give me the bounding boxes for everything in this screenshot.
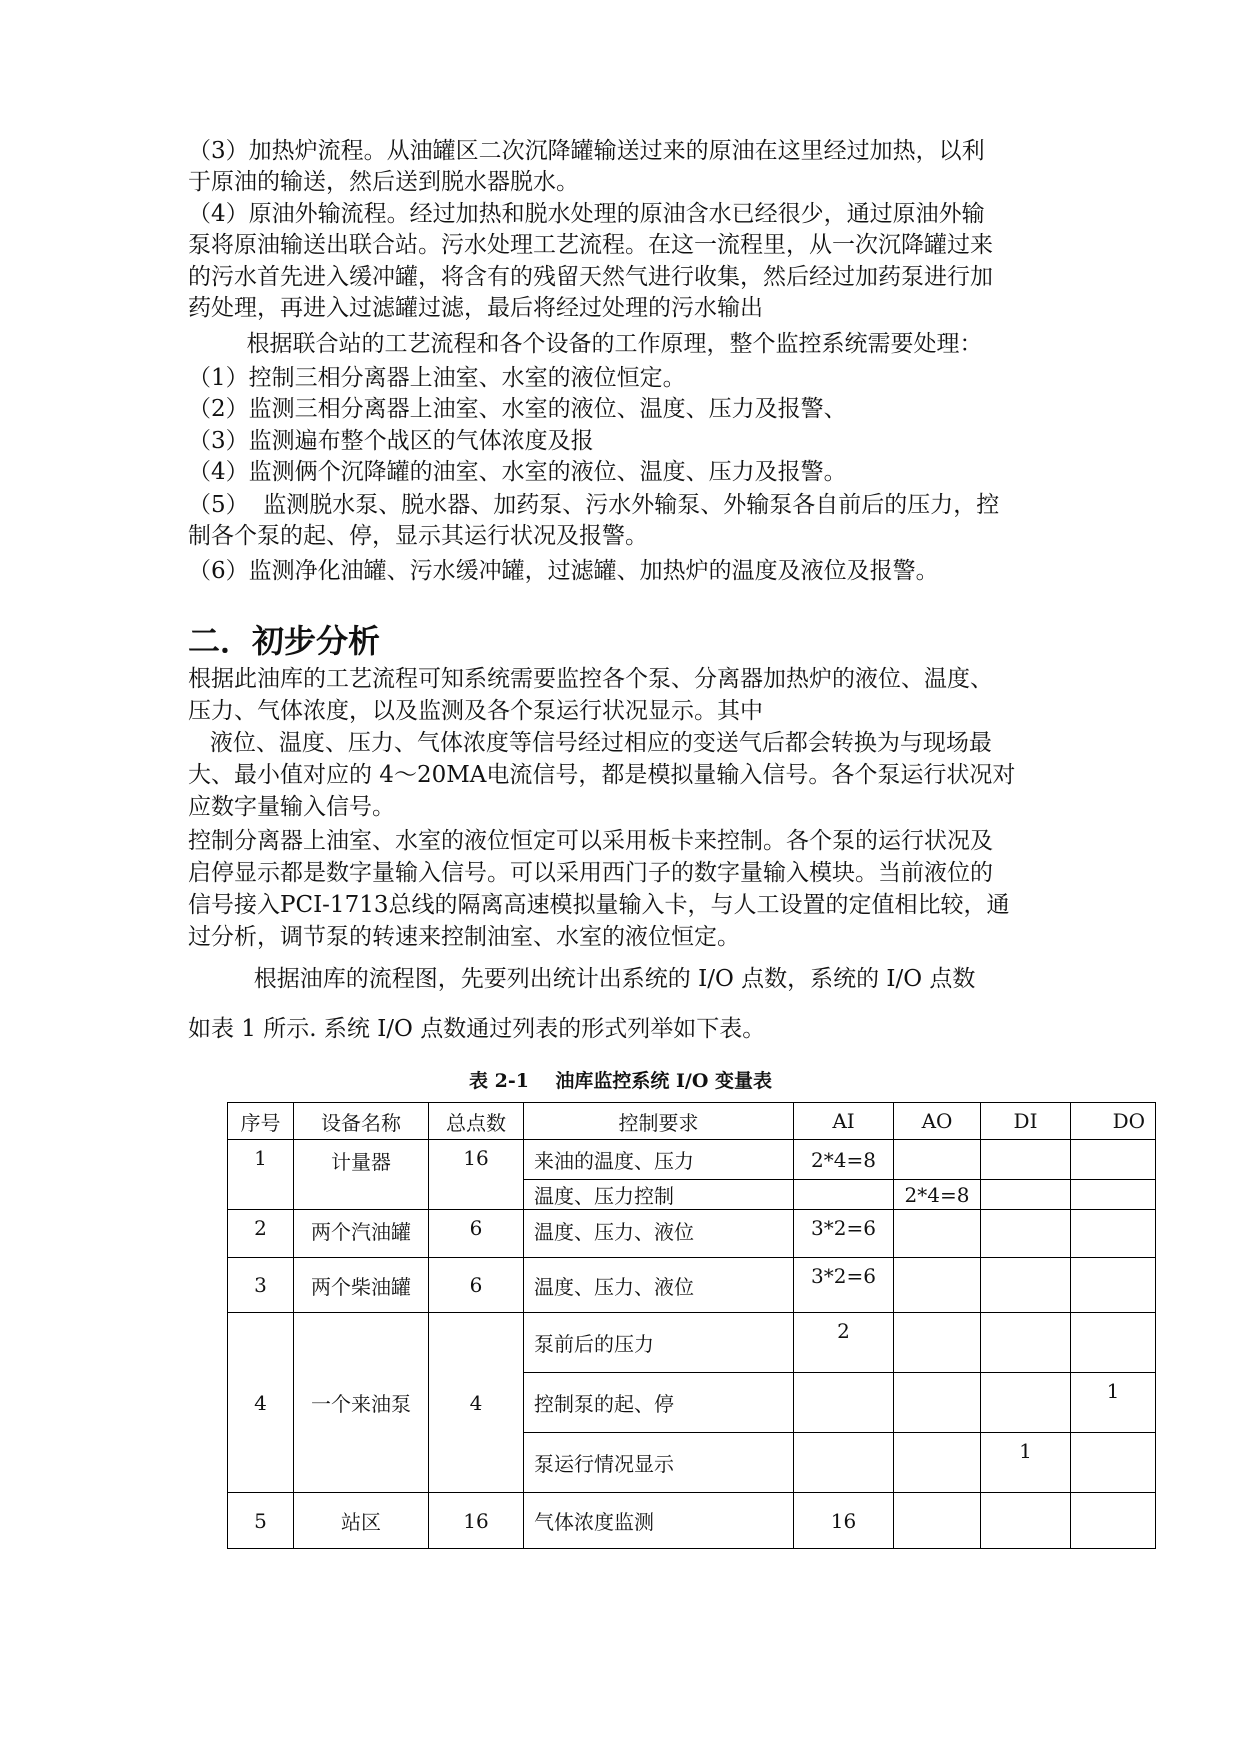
total-points: 16 — [429, 1140, 524, 1210]
table-header-row — [228, 1103, 1156, 1140]
ai-cell — [794, 1433, 894, 1493]
header-cell: DO — [1071, 1103, 1156, 1140]
analysis-line: 控制分离器上油室、水室的液位恒定可以采用板卡来控制。各个泵的运行状况及 — [188, 828, 993, 854]
ao-cell — [894, 1258, 981, 1313]
control-requirement: 温度、压力控制 — [524, 1180, 794, 1210]
row-number: 4 — [228, 1313, 294, 1493]
paragraph-line: （3）加热炉流程。从油罐区二次沉降罐输送过来的原油在这里经过加热，以利 — [188, 138, 985, 164]
di-cell: 1 — [981, 1433, 1071, 1493]
ao-cell — [894, 1313, 981, 1373]
do-cell — [1071, 1258, 1156, 1313]
analysis-line: 启停显示都是数字量输入信号。可以采用西门子的数字量输入模块。当前液位的 — [188, 860, 993, 886]
header-cell: 设备名称 — [294, 1103, 429, 1140]
paragraph-line: 根据联合站的工艺流程和各个设备的工作原理，整个监控系统需要处理： — [188, 331, 983, 357]
control-requirement: 泵运行情况显示 — [524, 1433, 794, 1493]
row-number: 1 — [228, 1140, 294, 1210]
device-name: 站区 — [294, 1493, 429, 1549]
header-cell: 总点数 — [429, 1103, 524, 1140]
do-cell — [1071, 1433, 1156, 1493]
analysis-line: 压力、气体浓度，以及监测及各个泵运行状况显示。其中 — [188, 698, 763, 724]
do-cell — [1071, 1180, 1156, 1210]
control-requirement: 气体浓度监测 — [524, 1493, 794, 1549]
analysis-line: 过分析，调节泵的转速来控制油室、水室的液位恒定。 — [188, 924, 740, 950]
row-number: 2 — [228, 1210, 294, 1258]
total-points: 6 — [429, 1210, 524, 1258]
paragraph-line: 的污水首先进入缓冲罐，将含有的残留天然气进行收集，然后经过加药泵进行加 — [188, 264, 993, 290]
paragraph-line: 制各个泵的起、停，显示其运行状况及报警。 — [188, 523, 648, 549]
ao-cell — [894, 1140, 981, 1180]
ai-cell — [794, 1373, 894, 1433]
do-cell: 1 — [1071, 1373, 1156, 1433]
paragraph-line: （6）监测净化油罐、污水缓冲罐，过滤罐、加热炉的温度及液位及报警。 — [188, 558, 939, 584]
ai-cell: 3*2=6 — [794, 1210, 894, 1258]
do-cell — [1071, 1493, 1156, 1549]
di-cell — [981, 1493, 1071, 1549]
ai-cell — [794, 1180, 894, 1210]
paragraph-line: （2）监测三相分离器上油室、水室的液位、温度、压力及报警、 — [188, 396, 847, 422]
control-requirement: 泵前后的压力 — [524, 1313, 794, 1373]
do-cell — [1071, 1313, 1156, 1373]
paragraph-line: （5） 监测脱水泵、脱水器、加药泵、污水外输泵、外输泵各自前后的压力，控 — [188, 492, 1000, 518]
table-row — [228, 1313, 1156, 1373]
paragraph-line: 泵将原油输送出联合站。污水处理工艺流程。在这一流程里，从一次沉降罐过来 — [188, 232, 993, 258]
di-cell — [981, 1210, 1071, 1258]
control-requirement: 温度、压力、液位 — [524, 1210, 794, 1258]
device-name: 两个柴油罐 — [294, 1258, 429, 1313]
analysis-line: 如表 1 所示. 系统 I/O 点数通过列表的形式列举如下表。 — [188, 1016, 766, 1042]
ai-cell: 3*2=6 — [794, 1258, 894, 1313]
table-row — [228, 1258, 1156, 1313]
do-cell — [1071, 1140, 1156, 1180]
ao-cell — [894, 1433, 981, 1493]
analysis-line: 信号接入PCI-1713总线的隔离高速模拟量输入卡，与人工设置的定值相比较，通 — [188, 892, 1010, 918]
section-heading: 二．初步分析 — [188, 622, 381, 660]
ai-cell: 2 — [794, 1313, 894, 1373]
table-row — [228, 1140, 1156, 1180]
paragraph-line: 于原油的输送，然后送到脱水器脱水。 — [188, 169, 579, 195]
analysis-line: 液位、温度、压力、气体浓度等信号经过相应的变送气后都会转换为与现场最 — [188, 730, 992, 756]
device-name: 一个来油泵 — [294, 1313, 429, 1493]
paragraph-line: （1）控制三相分离器上油室、水室的液位恒定。 — [188, 365, 686, 391]
ao-cell — [894, 1493, 981, 1549]
analysis-line: 根据油库的流程图，先要列出统计出系统的 I/O 点数，系统的 I/O 点数 — [188, 966, 976, 992]
ao-cell: 2*4=8 — [894, 1180, 981, 1210]
control-requirement: 来油的温度、压力 — [524, 1140, 794, 1180]
header-cell: 控制要求 — [524, 1103, 794, 1140]
ai-cell: 16 — [794, 1493, 894, 1549]
device-name: 计量器 — [294, 1140, 429, 1210]
device-name: 两个汽油罐 — [294, 1210, 429, 1258]
analysis-line: 应数字量输入信号。 — [188, 794, 395, 820]
table-caption: 表 2-1 油库监控系统 I/O 变量表 — [468, 1070, 772, 1092]
di-cell — [981, 1258, 1071, 1313]
row-number: 3 — [228, 1258, 294, 1313]
paragraph-line: （3）监测遍布整个战区的气体浓度及报 — [188, 428, 594, 454]
analysis-line: 根据此油库的工艺流程可知系统需要监控各个泵、分离器加热炉的液位、温度、 — [188, 666, 993, 692]
control-requirement: 温度、压力、液位 — [524, 1258, 794, 1313]
header-cell: AI — [794, 1103, 894, 1140]
ai-cell: 2*4=8 — [794, 1140, 894, 1180]
header-cell: AO — [894, 1103, 981, 1140]
paragraph-line: （4）监测俩个沉降罐的油室、水室的液位、温度、压力及报警。 — [188, 459, 847, 485]
row-number: 5 — [228, 1493, 294, 1549]
analysis-line: 大、最小值对应的 4～20MA电流信号，都是模拟量输入信号。各个泵运行状况对 — [188, 762, 1016, 788]
total-points: 16 — [429, 1493, 524, 1549]
do-cell — [1071, 1210, 1156, 1258]
ao-cell — [894, 1373, 981, 1433]
di-cell — [981, 1373, 1071, 1433]
di-cell — [981, 1180, 1071, 1210]
table-row — [228, 1210, 1156, 1258]
paragraph-line: （4）原油外输流程。经过加热和脱水处理的原油含水已经很少，通过原油外输 — [188, 201, 985, 227]
ao-cell — [894, 1210, 981, 1258]
total-points: 6 — [429, 1258, 524, 1313]
paragraph-line: 药处理，再进入过滤罐过滤，最后将经过处理的污水输出 — [188, 295, 763, 321]
di-cell — [981, 1313, 1071, 1373]
di-cell — [981, 1140, 1071, 1180]
io-variable-table — [227, 1102, 1156, 1549]
control-requirement: 控制泵的起、停 — [524, 1373, 794, 1433]
total-points: 4 — [429, 1313, 524, 1493]
header-cell: 序号 — [228, 1103, 294, 1140]
header-cell: DI — [981, 1103, 1071, 1140]
table-row — [228, 1493, 1156, 1549]
